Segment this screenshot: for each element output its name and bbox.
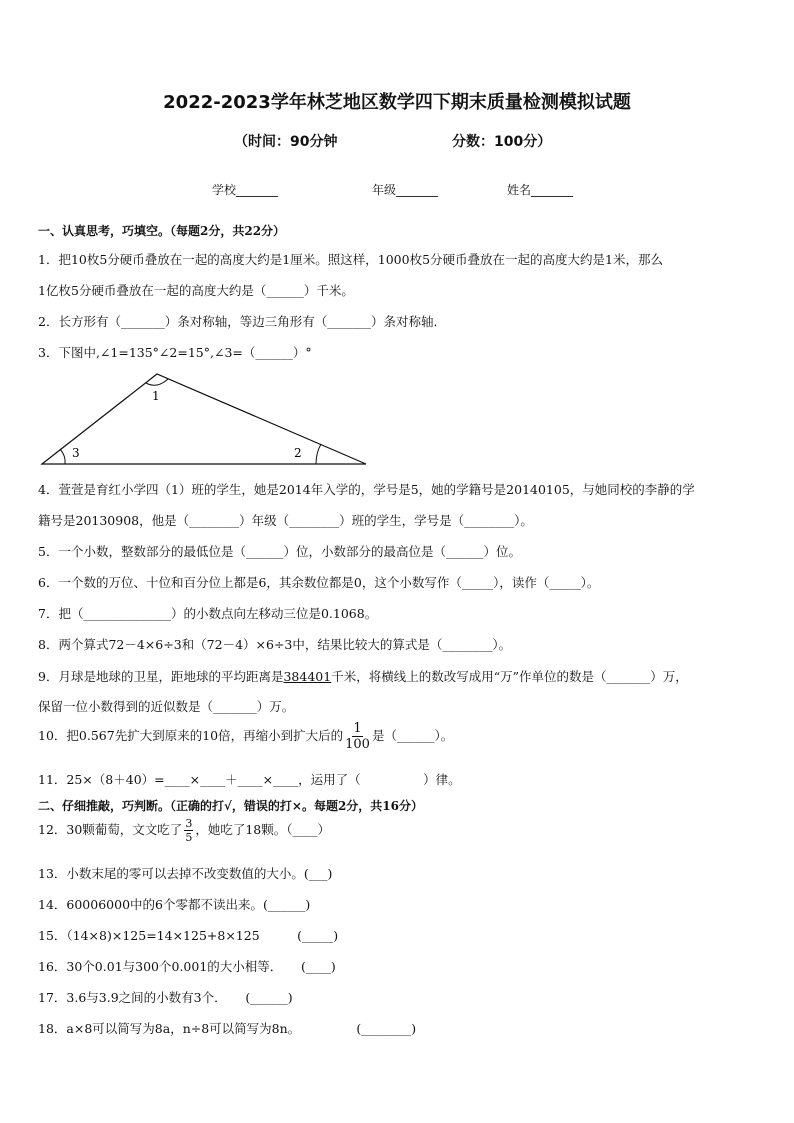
question-13: 13．小数末尾的零可以去掉不改变数值的大小。(___) [38, 866, 333, 881]
question-14: 14．60006000中的6个零都不读出来。(______) [38, 897, 311, 912]
question-17: 17．3.6与3.9之间的小数有3个． (______) [38, 990, 293, 1005]
section-2-heading: 二、仔细推敲，巧判断。（正确的打√，错误的打×。每题2分，共16分） [38, 799, 423, 813]
question-9-line-1 [38, 667, 688, 685]
question-5: 5．一个小数，整数部分的最低位是（______）位，小数部分的最高位是（______）位。 [38, 544, 521, 559]
question-6: 6．一个数的万位、十位和百分位上都是6，其余数位都是0，这个小数写作（_____），读作（_____）。 [38, 575, 600, 590]
angle-1-label: 1 [152, 389, 160, 403]
question-8: 8．两个算式72－4×6÷3和（72－4）×6÷3中，结果比较大的算式是（________）。 [38, 637, 512, 652]
grade-field[interactable]: 年级_______ [372, 183, 439, 197]
angle-3-label: 3 [72, 446, 80, 460]
question-16: 16．30个0.01与300个0.001的大小相等． (____) [38, 959, 336, 974]
question-12 [38, 818, 330, 843]
question-12-fraction [184, 818, 193, 843]
triangle-outline [42, 374, 366, 464]
fraction-denominator: 5 [185, 831, 193, 844]
section-1-heading: 一、认真思考，巧填空。（每题2分，共22分） [38, 224, 286, 238]
fraction-numerator: 1 [353, 721, 362, 736]
exam-time: （时间：90分钟 [234, 134, 338, 150]
school-field[interactable]: 学校_______ [212, 183, 279, 197]
question-4-line-1: 4．萱萱是育红小学四（1）班的学生，她是2014年入学的，学号是5，她的学籍号是20140105，与她同校的李静的学 [38, 482, 695, 497]
question-4-line-2: 籍号是20130908，他是（________）年级（________）班的学生，学号是（________）。 [38, 513, 533, 528]
question-2: 2．长方形有（_______）条对称轴，等边三角形有（_______）条对称轴． [38, 314, 446, 329]
question-10 [38, 722, 453, 751]
question-15: 15．（14×8)×125=14×125+8×125 (_____) [38, 928, 339, 943]
question-3: 3．下图中,∠1=135°∠2=15°,∠3=（______）° [38, 345, 312, 360]
fraction-denominator: 100 [345, 737, 370, 752]
question-18: 18．a×8可以简写为8a，n÷8可以简写为8n。 (________) [38, 1021, 417, 1036]
question-12-text-a: 12．30颗葡萄，文文吃了 [38, 822, 183, 837]
page-title: 2022-2023学年林芝地区数学四下期末质量检测模拟试题 [163, 92, 631, 113]
question-9-text-b: 千米，将横线上的数改写成用“万”作单位的数是（_______）万， [331, 669, 688, 684]
triangle-figure [38, 370, 373, 470]
fraction-numerator: 3 [185, 817, 193, 830]
question-10-fraction [345, 722, 370, 751]
question-10-text-a: 10．把0.567先扩大到原来的10倍，再缩小到扩大后的 [38, 728, 344, 743]
exam-score: 分数：100分） [452, 134, 552, 150]
question-12-text-b: ，她吃了18颗。（____） [195, 822, 330, 837]
question-9-underlined-number: 384401 [283, 669, 332, 684]
angle-3-arc [60, 449, 65, 464]
question-11: 11．25×（8＋40）=____×____＋____×____，运用了（ ）律。 [38, 772, 461, 787]
question-9-line-2: 保留一位小数得到的近似数是（_______）万。 [38, 699, 295, 714]
question-1-line-1: 1．把10枚5分硬币叠放在一起的高度大约是1厘米。照这样，1000枚5分硬币叠放在一起的高度大约是1米，那么 [38, 252, 663, 267]
question-7: 7．把（______________）的小数点向左移动三位是0.1068。 [38, 606, 378, 621]
question-10-text-b: 是（______）。 [371, 728, 454, 743]
name-field[interactable]: 姓名_______ [507, 183, 574, 197]
angle-2-label: 2 [294, 446, 302, 460]
question-9-text-a: 9．月球是地球的卫星，距地球的平均距离是 [38, 669, 284, 684]
question-1-line-2: 1亿枚5分硬币叠放在一起的高度大约是（______）千米。 [38, 283, 354, 298]
angle-2-arc [316, 444, 321, 464]
